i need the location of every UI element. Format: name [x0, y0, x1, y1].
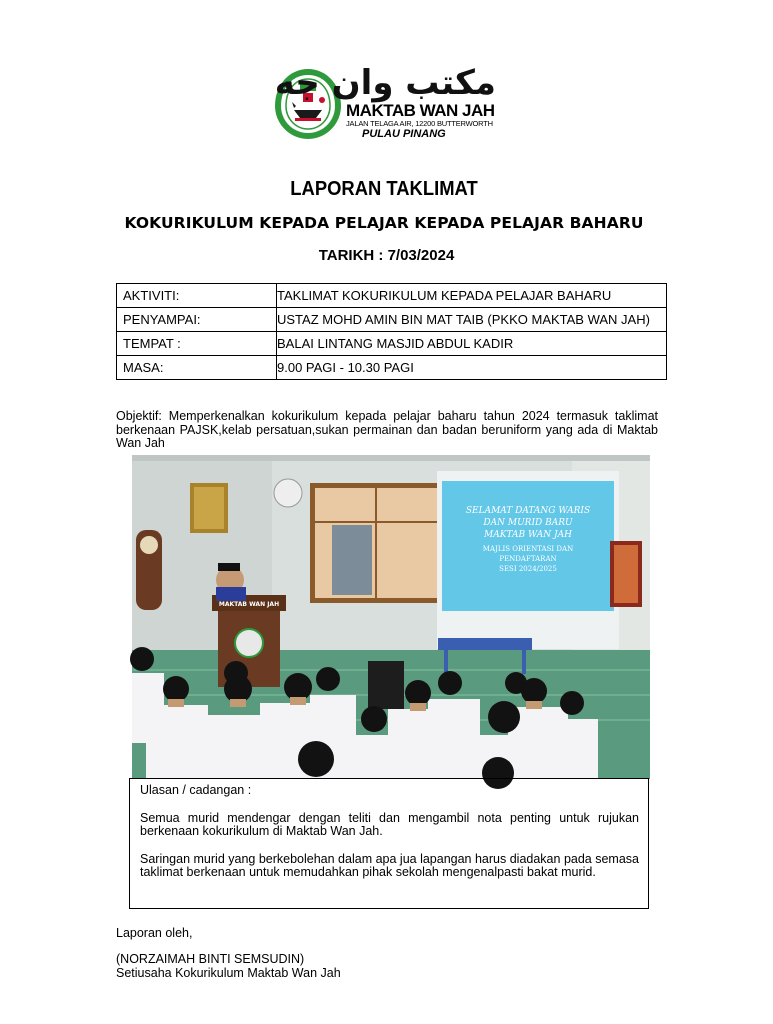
- table-row: [117, 356, 667, 380]
- objective-paragraph: Objektif: Memperkenalkan kokurikulum kepada pelajar baharu tahun 2024 termasuk taklimat berkenaan PAJSK,kelab persatuan,sukan permainan dan badan beruniform yang ada di Maktab Wan Jah: [116, 409, 658, 450]
- table-row: [117, 308, 667, 332]
- screen-text: SELAMAT DATANG WARIS: [465, 506, 591, 516]
- screen-text: DAN MURID BARU: [483, 518, 573, 528]
- comments-paragraph: Semua murid mendengar dengan teliti dan mengambil nota penting untuk rujukan berkenaan kokurikulum di Maktab Wan Jah.: [140, 810, 639, 838]
- school-logo: [270, 62, 500, 144]
- detail-label: PENYAMPAI:: [117, 308, 277, 332]
- detail-label: AKTIVITI:: [117, 284, 277, 308]
- screen-text: PENDAFTARAN: [499, 555, 557, 563]
- detail-label: TEMPAT :: [117, 332, 277, 356]
- detail-value: USTAZ MOHD AMIN BIN MAT TAIB (PKKO MAKTAB WAN JAH): [277, 308, 667, 332]
- comments-heading: Ulasan / cadangan :: [140, 783, 252, 797]
- report-by-label: Laporan oleh,: [116, 926, 193, 940]
- signatory-role: Setiusaha Kokurikulum Maktab Wan Jah: [116, 966, 341, 980]
- comments-paragraph: Saringan murid yang berkebolehan dalam apa jua lapangan harus diadakan pada semasa taklimat berkenaan untuk memudahkan pihak sekolah mengenalpasti bakat murid.: [140, 851, 639, 879]
- school-name: MAKTAB WAN JAH: [346, 101, 495, 120]
- arabic-text: مكتب وان جه: [274, 63, 496, 103]
- details-table: [116, 283, 667, 380]
- detail-label: MASA:: [117, 356, 277, 380]
- school-state: PULAU PINANG: [362, 128, 446, 140]
- detail-value: TAKLIMAT KOKURIKULUM KEPADA PELAJAR BAHARU: [277, 284, 667, 308]
- comments-box: [129, 778, 649, 909]
- detail-value: BALAI LINTANG MASJID ABDUL KADIR: [277, 332, 667, 356]
- school-address: JALAN TELAGA AIR, 12200 BUTTERWORTH: [346, 119, 493, 128]
- screen-text: MAKTAB WAN JAH: [484, 530, 572, 540]
- table-row: [117, 284, 667, 308]
- report-date: TARIKH : 7/03/2024: [318, 247, 455, 264]
- podium-label: MAKTAB WAN JAH: [218, 601, 280, 608]
- report-subtitle: KOKURIKULUM KEPADA PELAJAR KEPADA PELAJAR BAHARU: [124, 214, 644, 232]
- signatory-name: (NORZAIMAH BINTI SEMSUDIN): [116, 952, 305, 966]
- screen-text: SESI 2024/2025: [499, 565, 557, 573]
- screen-text: MAJLIS ORIENTASI DAN: [482, 545, 574, 553]
- detail-value: 9.00 PAGI - 10.30 PAGI: [277, 356, 667, 380]
- table-row: [117, 332, 667, 356]
- report-title: LAPORAN TAKLIMAT: [290, 178, 478, 200]
- event-photo: [132, 455, 650, 779]
- arabic-calligraphy: [274, 56, 500, 104]
